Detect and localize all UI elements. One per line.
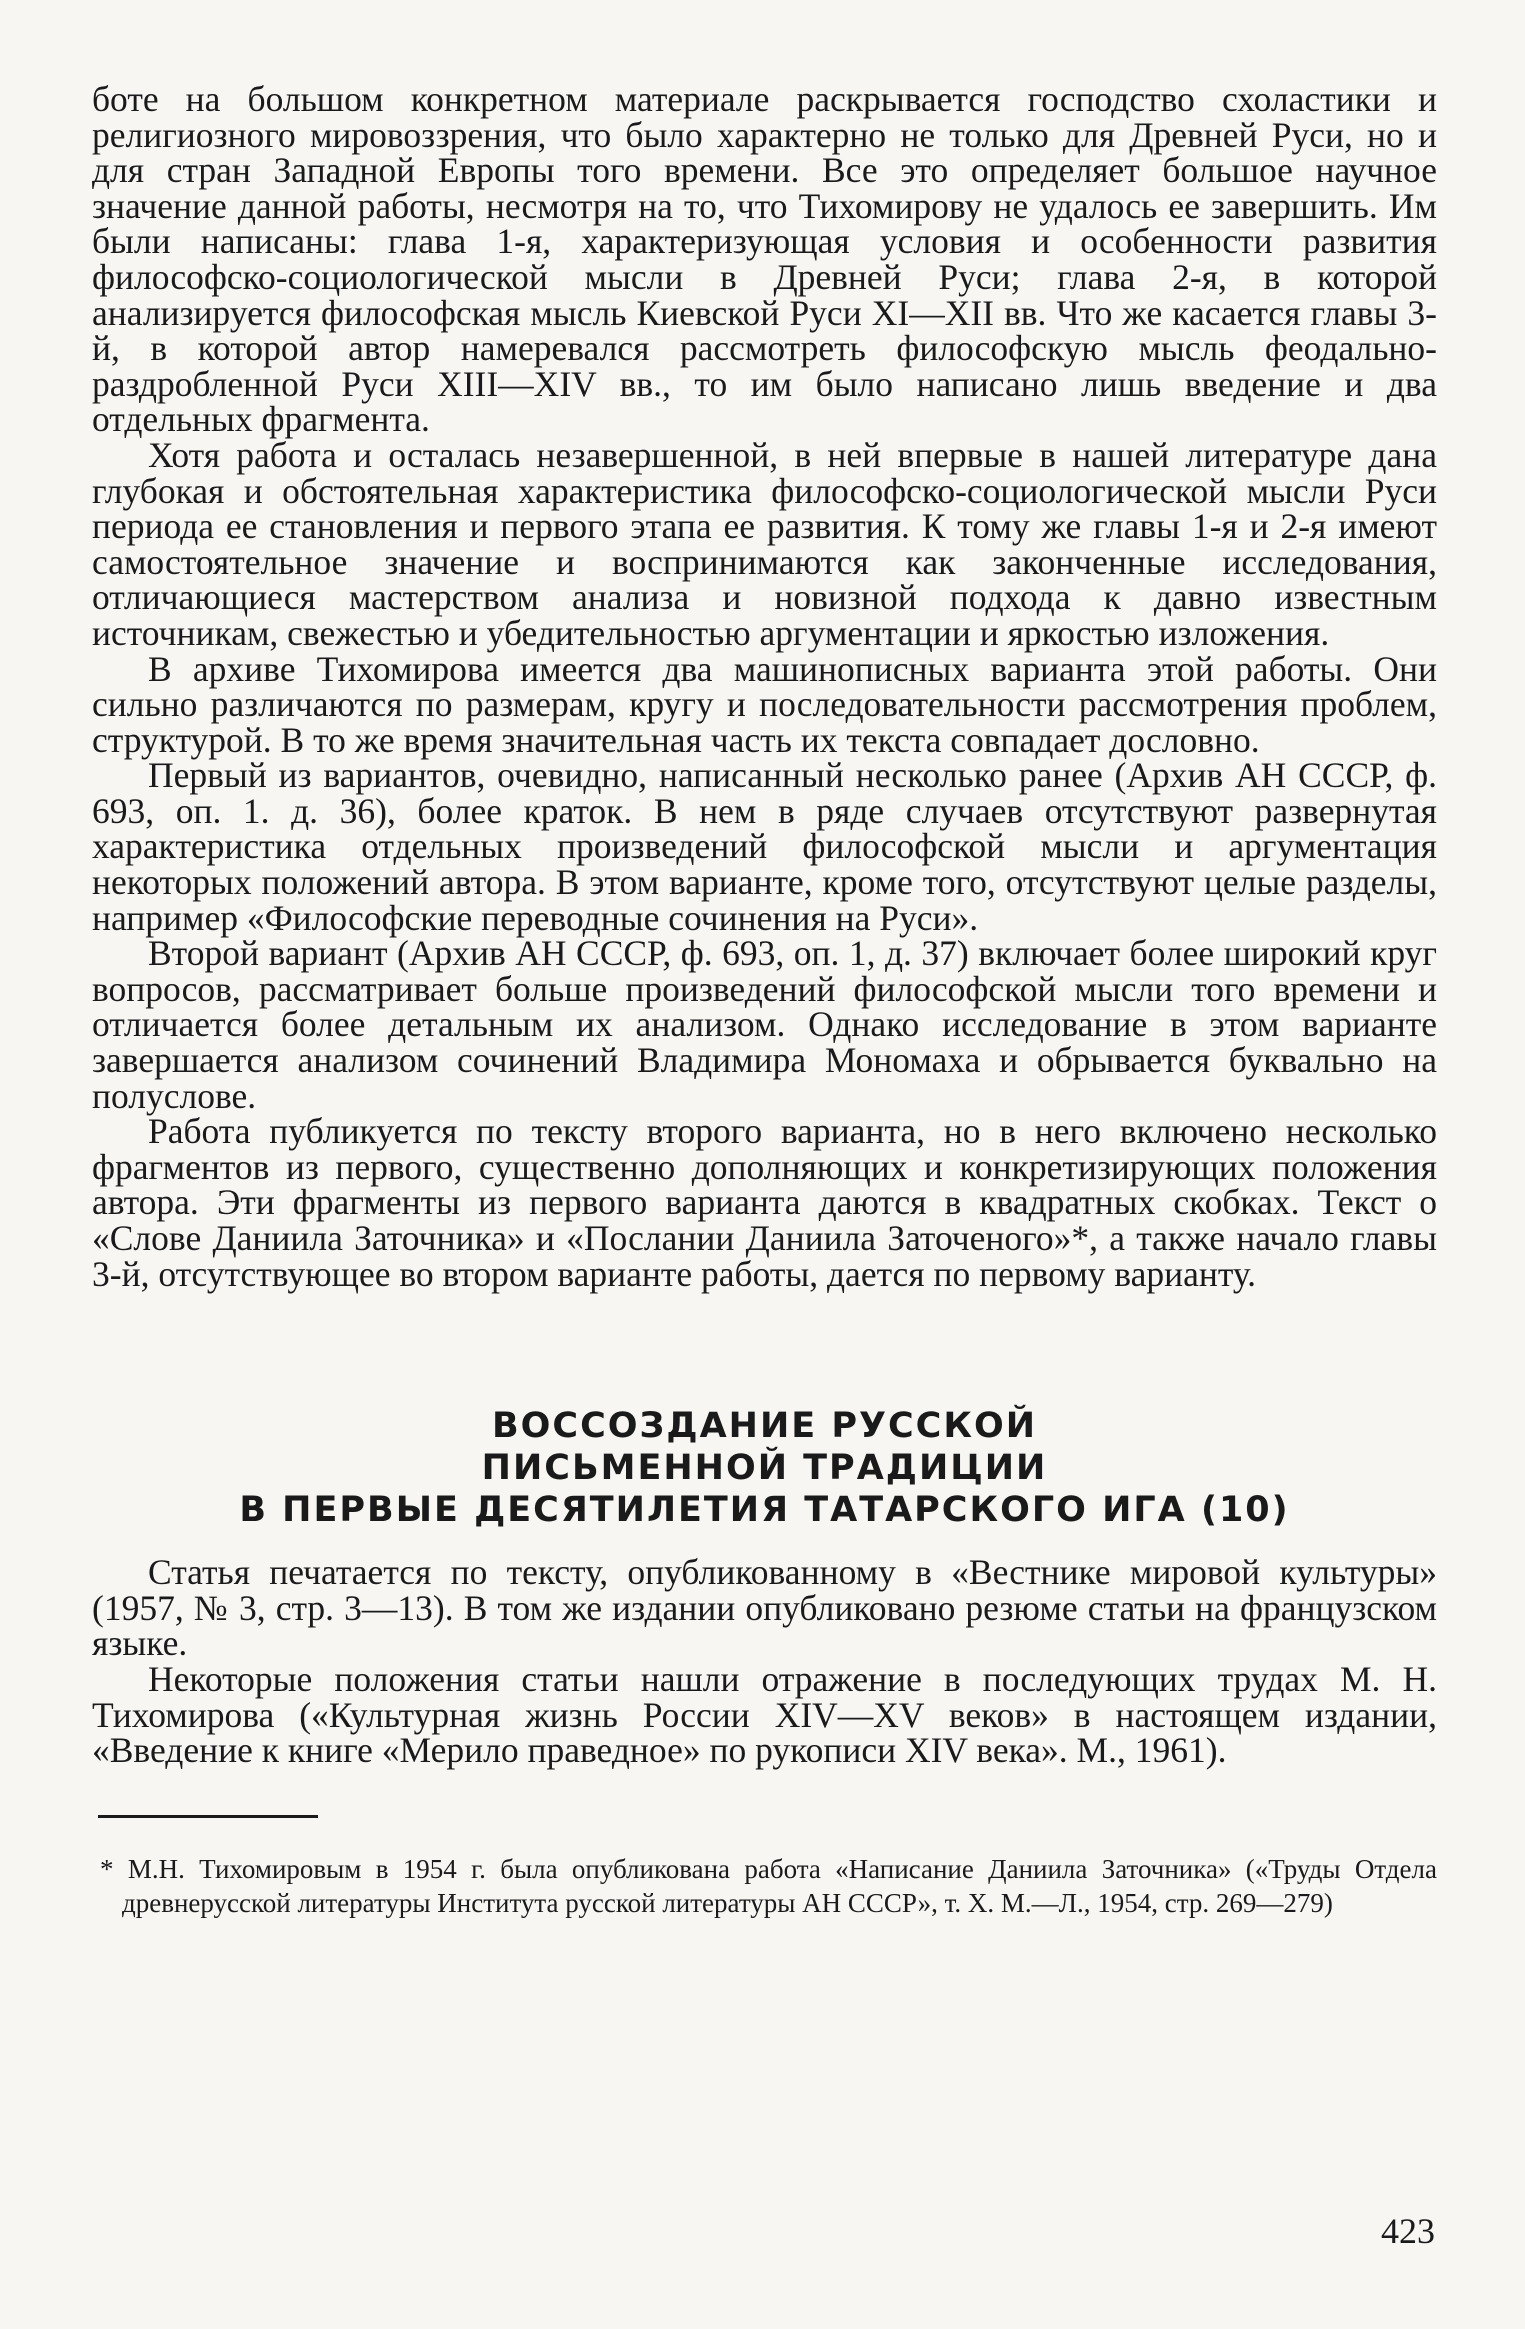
- section-heading-line-2: ПИСЬМЕННОЙ ТРАДИЦИИ: [481, 1448, 1048, 1489]
- body-paragraph-4: Первый из вариантов, очевидно, написанный несколько ранее (Архив АН СССР, ф. 693, оп. 1. д. 36), более краток. В нем в ряде случаев отсутствуют развернутая характеристика отдельных произведений философской мысли и аргументация некоторых положений автора. В этом варианте, кроме того, отсутствуют целые разделы, например «Философские переводные сочинения на Руси».: [92, 755, 1437, 938]
- section-heading: [92, 1405, 1437, 1531]
- body-paragraph-2: Хотя работа и осталась незавершенной, в ней впервые в нашей литературе дана глубокая и обстоятельная характеристика философско-социологической мысли Руси периода ее становления и первого этапа ее развития. К тому же главы 1-я и 2-я имеют самостоятельное значение и воспринимаются как законченные исследования, отличающиеся мастерством анализа и новизной подхода к давно известным источникам, свежестью и убедительностью аргументации и яркостью изложения.: [92, 434, 1437, 653]
- footnote-divider: [98, 1815, 318, 1818]
- body-paragraph-5: Второй вариант (Архив АН СССР, ф. 693, оп. 1, д. 37) включает более широкий круг вопросов, рассматривает больше произведений философской мысли того времени и отличается более детальным их анализом. Однако исследование в этом варианте завершается анализом сочинений Владимира Мономаха и обрывается буквально на полуслове.: [92, 933, 1437, 1116]
- section-paragraph-1: Статья печатается по тексту, опубликованному в «Вестнике мировой культуры» (1957, № 3, стр. 3—13). В том же издании опубликовано резюме статьи на французском языке.: [92, 1552, 1437, 1664]
- section-heading-line-3: В ПЕРВЫЕ ДЕСЯТИЛЕТИЯ ТАТАРСКОГО ИГА (10): [239, 1490, 1290, 1531]
- footnote: * М.Н. Тихомировым в 1954 г. была опубликована работа «Написание Даниила Заточника» («Труды Отдела древнерусской литературы Института русской литературы АН СССР», т. X. М.—Л., 1954, стр. 269—279): [100, 1853, 1437, 1918]
- document-page: [92, 79, 1437, 1920]
- page-number: 423: [1381, 2211, 1435, 2251]
- body-paragraph-6: Работа публикуется по тексту второго варианта, но в него включено несколько фрагментов из первого, существенно дополняющих и конкретизирующих положения автора. Эти фрагменты из первого варианта даются в квадратных скобках. Текст о «Слове Даниила Заточника» и «Послании Даниила Заточеного»*, а также начало главы 3-й, отсутствующее во втором варианте работы, дается по первому варианту.: [92, 1111, 1437, 1294]
- body-paragraph-3: В архиве Тихомирова имеется два машинописных варианта этой работы. Они сильно различаются по размерам, кругу и последовательности рассмотрения проблем, структурой. В то же время значительная часть их текста совпадает дословно.: [92, 648, 1437, 760]
- section-heading-line-1: ВОССОЗДАНИЕ РУССКОЙ: [491, 1406, 1038, 1447]
- body-paragraph-1: боте на большом конкретном материале раскрывается господство схоластики и религиозного мировоззрения, что было характерно не только для Древней Руси, но и для стран Западной Европы того времени. Все это определяет большое научное значение данной работы, несмотря на то, что Тихомирову не удалось ее завершить. Им были написаны: глава 1-я, характеризующая условия и особенности развития философско-социологической мысли в Древней Руси; глава 2-я, в которой анализируется философская мысль Киевской Руси XI—XII вв. Что же касается главы 3-й, в которой автор намеревался рассмотреть философскую мысль феодально-раздробленной Руси XIII—XIV вв., то им было написано лишь введение и два отдельных фрагмента.: [92, 79, 1437, 440]
- section-paragraph-2: Некоторые положения статьи нашли отражение в последующих трудах М. Н. Тихомирова («Культурная жизнь России XIV—XV веков» в настоящем издании, «Введение к книге «Мерило праведное» по рукописи XIV века». М., 1961).: [92, 1658, 1437, 1771]
